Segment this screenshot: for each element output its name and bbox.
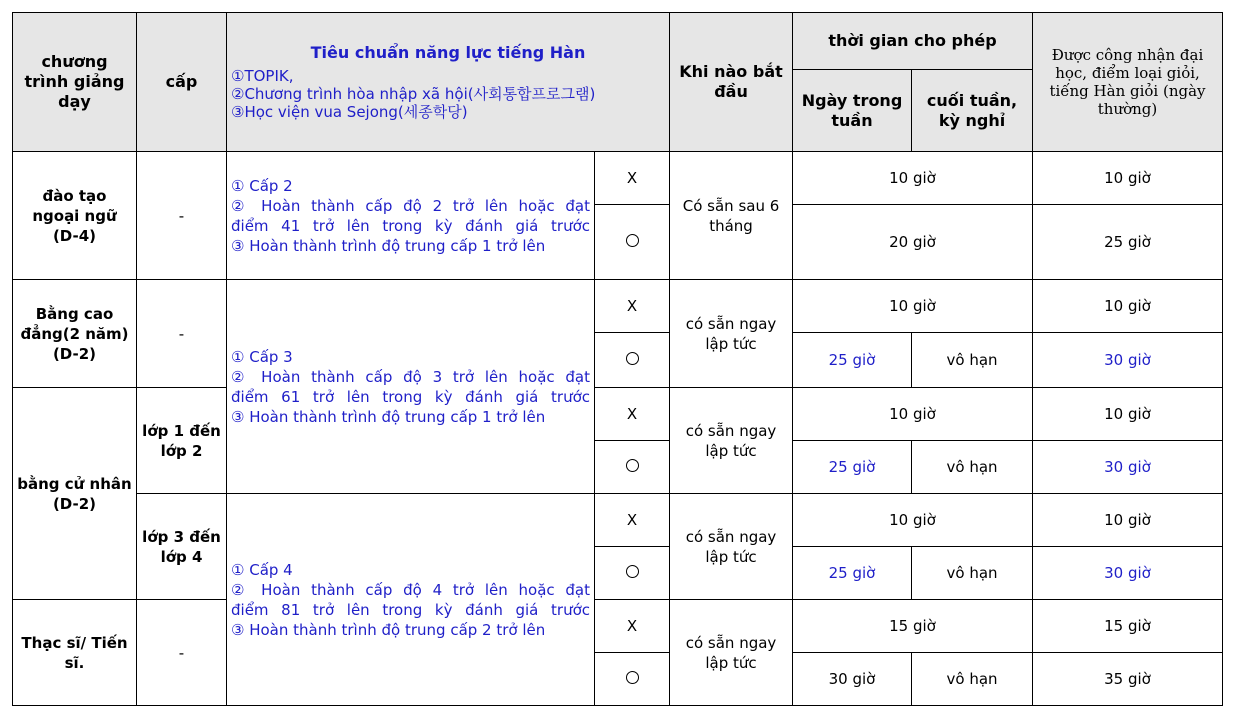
standard-line: ③ Hoàn thành trình độ trung cấp 1 trở lên — [231, 236, 546, 255]
recognized-hours: 10 giờ — [1033, 388, 1223, 441]
mark-circle — [595, 205, 670, 280]
level-year-1-2: lớp 1 đến lớp 2 — [137, 388, 227, 494]
weekday-hours: 30 giờ — [793, 653, 912, 706]
program-language-training: đào tạo ngoại ngữ (D-4) — [13, 152, 137, 280]
circle-icon — [626, 671, 639, 684]
circle-icon — [626, 352, 639, 365]
standard-d4 — [227, 152, 595, 280]
recognized-hours: 30 giờ — [1033, 547, 1223, 600]
start-cell: Có sẵn sau 6 tháng — [670, 152, 793, 280]
program-bachelor: bằng cử nhân (D-2) — [13, 388, 137, 600]
mark-x: X — [595, 494, 670, 547]
start-cell: có sẵn ngay lập tức — [670, 494, 793, 600]
header-program: chương trình giảng dạy — [13, 13, 137, 152]
standard-line: ① Cấp 3 — [231, 347, 293, 366]
standard-line: ③ Hoàn thành trình độ trung cấp 2 trở lên — [231, 620, 546, 639]
header-recognized: Được công nhận đại học, điểm loại giỏi, tiếng Hàn giỏi (ngày thường) — [1033, 13, 1223, 152]
standard-line: điểm 41 trở lên trong kỳ đánh giá trước — [231, 216, 590, 235]
weekday-hours: 10 giờ — [793, 280, 1033, 333]
standard-line: ② Hoàn thành cấp độ 2 trở lên hoặc đạt — [231, 196, 590, 215]
level-cell: - — [137, 600, 227, 706]
weekday-hours: 10 giờ — [793, 388, 1033, 441]
weekend-hours: vô hạn — [912, 547, 1033, 600]
mark-circle — [595, 333, 670, 388]
level-cell: - — [137, 152, 227, 280]
header-standard-item: ③Học viện vua Sejong(세종학당) — [231, 103, 468, 121]
weekend-hours: vô hạn — [912, 653, 1033, 706]
standard-line: ② Hoàn thành cấp độ 4 trở lên hoặc đạt — [231, 580, 590, 599]
recognized-hours: 30 giờ — [1033, 333, 1223, 388]
mark-circle — [595, 547, 670, 600]
recognized-hours: 10 giờ — [1033, 494, 1223, 547]
header-standard-title: Tiêu chuẩn năng lực tiếng Hàn — [310, 43, 586, 62]
standard-grad — [227, 494, 595, 706]
header-level: cấp — [137, 13, 227, 152]
circle-icon — [626, 459, 639, 472]
start-cell: có sẵn ngay lập tức — [670, 600, 793, 706]
recognized-hours: 35 giờ — [1033, 653, 1223, 706]
standard-line: ② Hoàn thành cấp độ 3 trở lên hoặc đạt — [231, 367, 590, 386]
recognized-hours: 10 giờ — [1033, 152, 1223, 205]
header-weekend: cuối tuần, kỳ nghỉ — [912, 70, 1033, 152]
policy-table — [12, 12, 1223, 706]
recognized-hours: 30 giờ — [1033, 441, 1223, 494]
weekday-hours: 20 giờ — [793, 205, 1033, 280]
standard-line: ③ Hoàn thành trình độ trung cấp 1 trở lên — [231, 407, 546, 426]
standard-line: ① Cấp 4 — [231, 560, 293, 579]
mark-x: X — [595, 280, 670, 333]
start-cell: có sẵn ngay lập tức — [670, 388, 793, 494]
recognized-hours: 15 giờ — [1033, 600, 1223, 653]
mark-x: X — [595, 388, 670, 441]
circle-icon — [626, 565, 639, 578]
mark-circle — [595, 653, 670, 706]
weekday-hours: 25 giờ — [793, 441, 912, 494]
standard-d2 — [227, 280, 595, 494]
level-cell: - — [137, 280, 227, 388]
weekday-hours: 15 giờ — [793, 600, 1033, 653]
header-standard — [227, 13, 670, 152]
header-start: Khi nào bắt đầu — [670, 13, 793, 152]
header-weekday: Ngày trong tuần — [793, 70, 912, 152]
mark-x: X — [595, 600, 670, 653]
header-standard-item: ①TOPIK, — [231, 67, 294, 85]
recognized-hours: 25 giờ — [1033, 205, 1223, 280]
mark-x: X — [595, 152, 670, 205]
weekday-hours: 25 giờ — [793, 333, 912, 388]
program-college: Bằng cao đẳng(2 năm) (D-2) — [13, 280, 137, 388]
header-time-allowed: thời gian cho phép — [793, 13, 1033, 70]
header-standard-item: ②Chương trình hòa nhập xã hội(사회통합프로그램) — [231, 85, 596, 103]
weekend-hours: vô hạn — [912, 333, 1033, 388]
level-year-3-4: lớp 3 đến lớp 4 — [137, 494, 227, 600]
recognized-hours: 10 giờ — [1033, 280, 1223, 333]
standard-line: điểm 61 trở lên trong kỳ đánh giá trước — [231, 387, 590, 406]
weekday-hours: 25 giờ — [793, 547, 912, 600]
standard-line: điểm 81 trở lên trong kỳ đánh giá trước — [231, 600, 590, 619]
mark-circle — [595, 441, 670, 494]
weekday-hours: 10 giờ — [793, 494, 1033, 547]
circle-icon — [626, 234, 639, 247]
standard-line: ① Cấp 2 — [231, 176, 293, 195]
weekday-hours: 10 giờ — [793, 152, 1033, 205]
start-cell: có sẵn ngay lập tức — [670, 280, 793, 388]
weekend-hours: vô hạn — [912, 441, 1033, 494]
program-master-doctor: Thạc sĩ/ Tiến sĩ. — [13, 600, 137, 706]
